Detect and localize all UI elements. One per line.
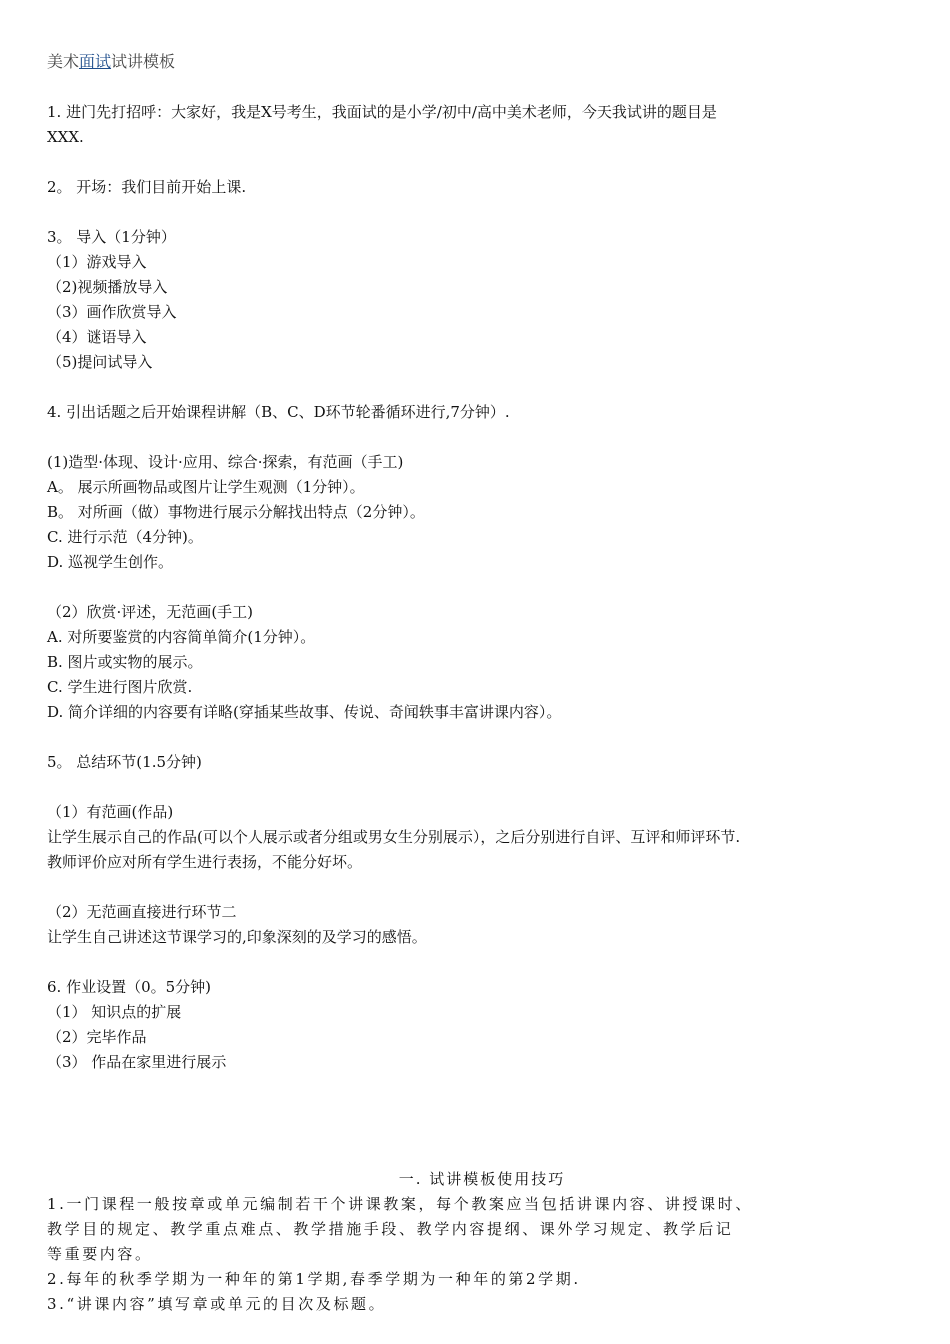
- part-1-item: C. 进行示范（4分钟)。: [47, 528, 203, 546]
- part-1-heading: (1)造型·体现、设计·应用、综合·探索，有范画（手工): [47, 453, 404, 471]
- step-1-line-2: XXX.: [47, 128, 84, 146]
- tips-line: 3.“讲课内容”填写章或单元的目次及标题。: [47, 1295, 387, 1313]
- part-2-item: D. 简介详细的内容要有详略(穿插某些故事、传说、奇闻轶事丰富讲课内容）。: [47, 703, 562, 721]
- part-1-item: D. 巡视学生创作。: [47, 553, 174, 571]
- part-2-item: B. 图片或实物的展示。: [47, 653, 203, 671]
- step-6-item: （1） 知识点的扩展: [47, 1003, 182, 1021]
- step-4: 4. 引出话题之后开始课程讲解（B、C、D环节轮番循环进行,7分钟）.: [47, 403, 510, 421]
- step-3-heading: 3。 导入（1分钟）: [47, 228, 176, 246]
- step-3-item: （1）游戏导入: [47, 253, 147, 271]
- summary-2-heading: （2）无范画直接进行环节二: [47, 903, 237, 921]
- document-title: 美术面试试讲模板: [47, 52, 176, 71]
- step-5: 5。 总结环节(1.5分钟): [47, 753, 202, 771]
- interview-link[interactable]: 面试: [79, 52, 112, 71]
- step-6-heading: 6. 作业设置（0。5分钟): [47, 978, 212, 996]
- part-1-item: B。 对所画（做）事物进行展示分解找出特点（2分钟）。: [47, 503, 425, 521]
- tips-line: 2.每年的秋季学期为一种年的第1学期,春季学期为一种年的第2学期.: [47, 1270, 581, 1288]
- step-3-item: （4）谜语导入: [47, 328, 147, 346]
- tips-line: 等重要内容。: [47, 1245, 153, 1263]
- document-page: [47, 50, 917, 1317]
- tips-heading: 一. 试讲模板使用技巧: [398, 1170, 566, 1188]
- step-6-item: （2）完毕作品: [47, 1028, 147, 1046]
- tips-line: 教学目的规定、教学重点难点、教学措施手段、教学内容提纲、课外学习规定、教学后记: [47, 1220, 734, 1238]
- step-3-item: （5)提问试导入: [47, 353, 153, 371]
- summary-2-text: 让学生自己讲述这节课学习的,印象深刻的及学习的感悟。: [47, 928, 427, 946]
- part-2-item: A. 对所要鉴赏的内容简单简介(1分钟）。: [47, 628, 316, 646]
- summary-1-heading: （1）有范画(作品): [47, 803, 174, 821]
- step-3-item: （2)视频播放导入: [47, 278, 168, 296]
- summary-1-text: 教师评价应对所有学生进行表扬，不能分好坏。: [47, 853, 363, 871]
- step-3-item: （3）画作欣赏导入: [47, 303, 177, 321]
- step-1-line-1: 1. 进门先打招呼：大家好，我是X号考生，我面试的是小学/初中/高中美术老师，今天我试讲的题目是: [47, 103, 717, 121]
- step-6-item: （3） 作品在家里进行展示: [47, 1053, 227, 1071]
- summary-1-text: 让学生展示自己的作品(可以个人展示或者分组或男女生分别展示），之后分别进行自评、互评和师评环节.: [47, 828, 741, 846]
- tips-line: 1.一门课程一般按章或单元编制若干个讲课教案，每个教案应当包括讲课内容、讲授课时、: [47, 1195, 753, 1213]
- part-2-item: C. 学生进行图片欣赏.: [47, 678, 193, 696]
- step-2: 2。 开场：我们目前开始上课.: [47, 178, 247, 196]
- part-1-item: A。 展示所画物品或图片让学生观测（1分钟）。: [47, 478, 365, 496]
- part-2-heading: （2）欣赏·评述，无范画(手工): [47, 603, 254, 621]
